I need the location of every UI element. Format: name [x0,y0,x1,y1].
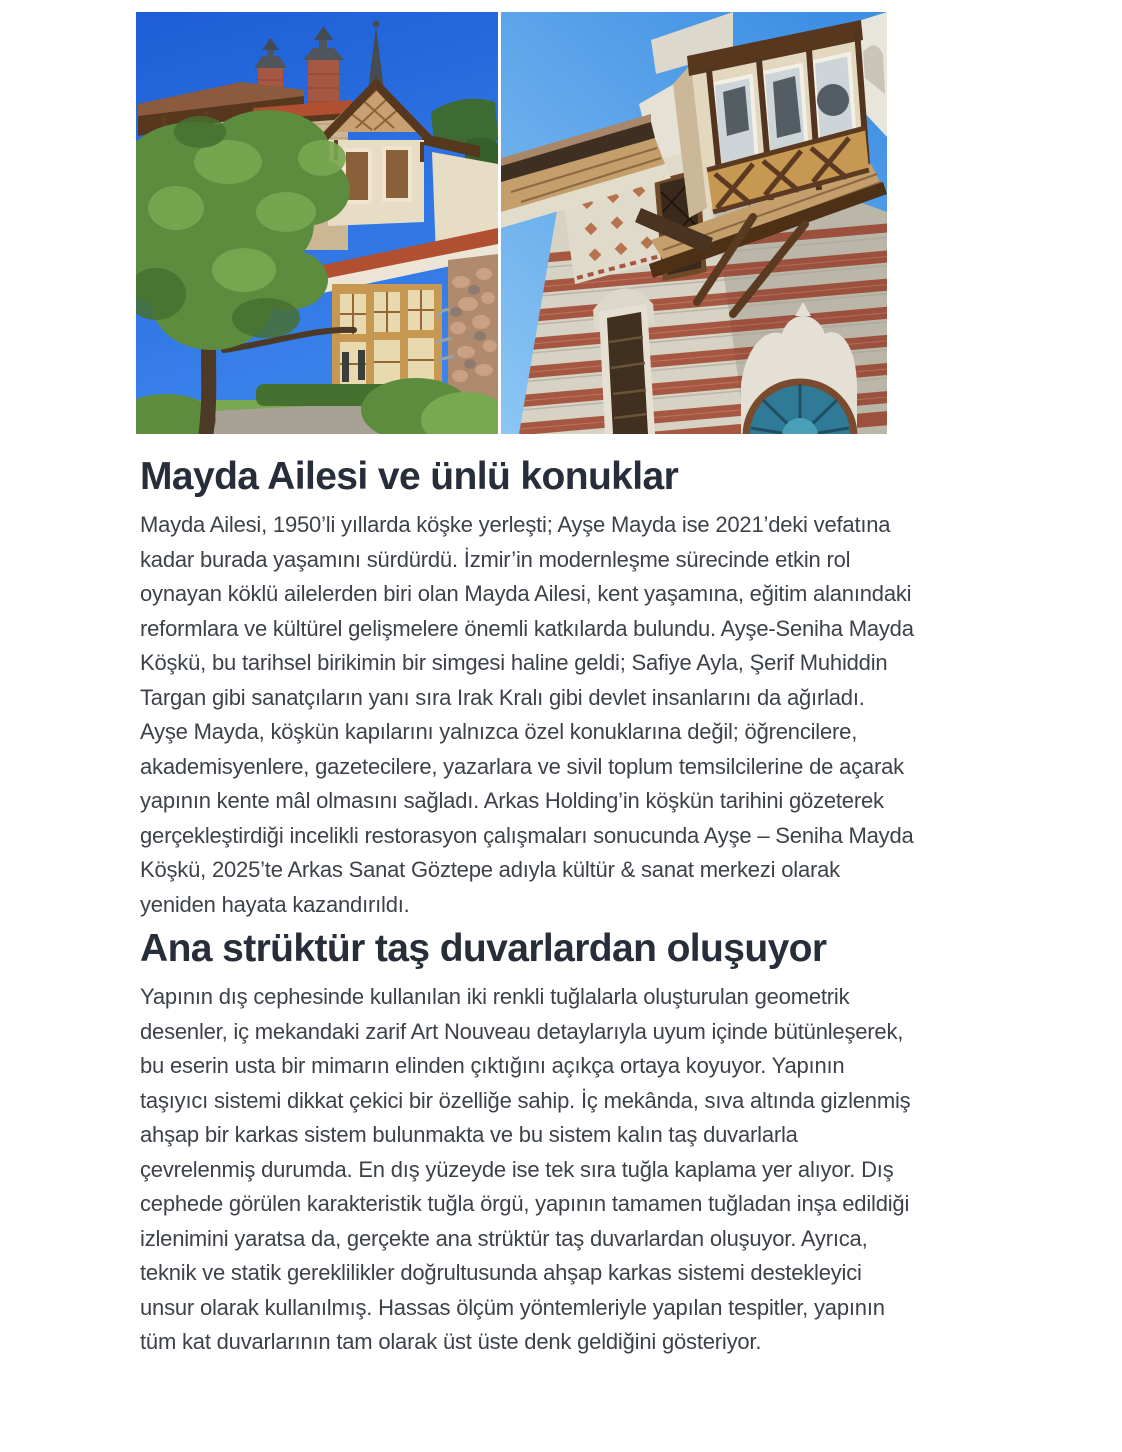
photo-facade-tower-detail [501,12,887,434]
section-heading: Ana strüktür taş duvarlardan oluşuyor [140,927,827,970]
photo-row [136,12,887,434]
section-paragraph: Mayda Ailesi, 1950’li yıllarda köşke yerleşti; Ayşe Mayda ise 2021’deki vefatına kadar burada yaşamını sürdürdü. İzmir’in modernleşme sürecinde etkin rol oynayan köklü ailelerden biri olan Mayda Ailesi, kent yaşamına, eğitim alanındaki reformlara ve kültürel gelişmelere önemli katkılarda bulundu. Ayşe-Seniha Mayda Köşkü, bu tarihsel birikimin bir simgesi haline geldi; Safiye Ayla, Şerif Muhiddin Targan gibi sanatçıların yanı sıra Irak Kralı gibi devlet insanlarını da ağırladı. Ayşe Mayda, köşkün kapılarını yalnızca özel konuklarına değil; öğrencilere, akademisyenlere, gazetecilere, yazarlara ve sivil toplum temsilcilerine de açarak yapının kente mâl olmasını sağladı. Arkas Holding’in köşkün tarihini gözeterek gerçekleştirdiği incelikli restorasyon çalışmaları sonucunda Ayşe – Seniha Mayda Köşkü, 2025’te Arkas Sanat Göztepe adıyla kültür & sanat merkezi olarak yeniden hayata kazandırıldı. [140,512,914,917]
photo-mansion-garden [136,12,498,434]
mansion-garden-illustration [136,12,498,434]
facade-tower-illustration [501,12,887,434]
section-ana-struktur [140,926,914,1360]
article-content [140,434,914,1362]
section-mayda-ailesi [140,454,914,922]
section-paragraph: Yapının dış cephesinde kullanılan iki renkli tuğlalarla oluşturulan geometrik desenler, iç mekandaki zarif Art Nouveau detaylarıyla uyum içinde bütünleşerek, bu eserin usta bir mimarın elinden çıktığını açıkça ortaya koyuyor. Yapının taşıyıcı sistemi dikkat çekici bir özelliğe sahip. İç mekânda, sıva altında gizlenmiş ahşap bir karkas sistem bulunmakta ve bu sistem kalın taş duvarlarla çevrelenmiş durumda. En dış yüzeyde ise tek sıra tuğla kaplama yer alıyor. Dış cephede görülen karakteristik tuğla örgü, yapının tamamen tuğladan inşa edildiği izlenimini yaratsa da, gerçekte ana strüktür taş duvarlardan oluşuyor. Ayrıca, teknik ve statik gereklilikler doğrultusunda ahşap karkas sistemi destekleyici unsur olarak kullanılmış. Hassas ölçüm yöntemleriyle yapılan tespitler, yapının tüm kat duvarlarının tam olarak üst üste denk geldiğini gösteriyor. [140,984,911,1354]
section-heading: Mayda Ailesi ve ünlü konuklar [140,455,679,498]
